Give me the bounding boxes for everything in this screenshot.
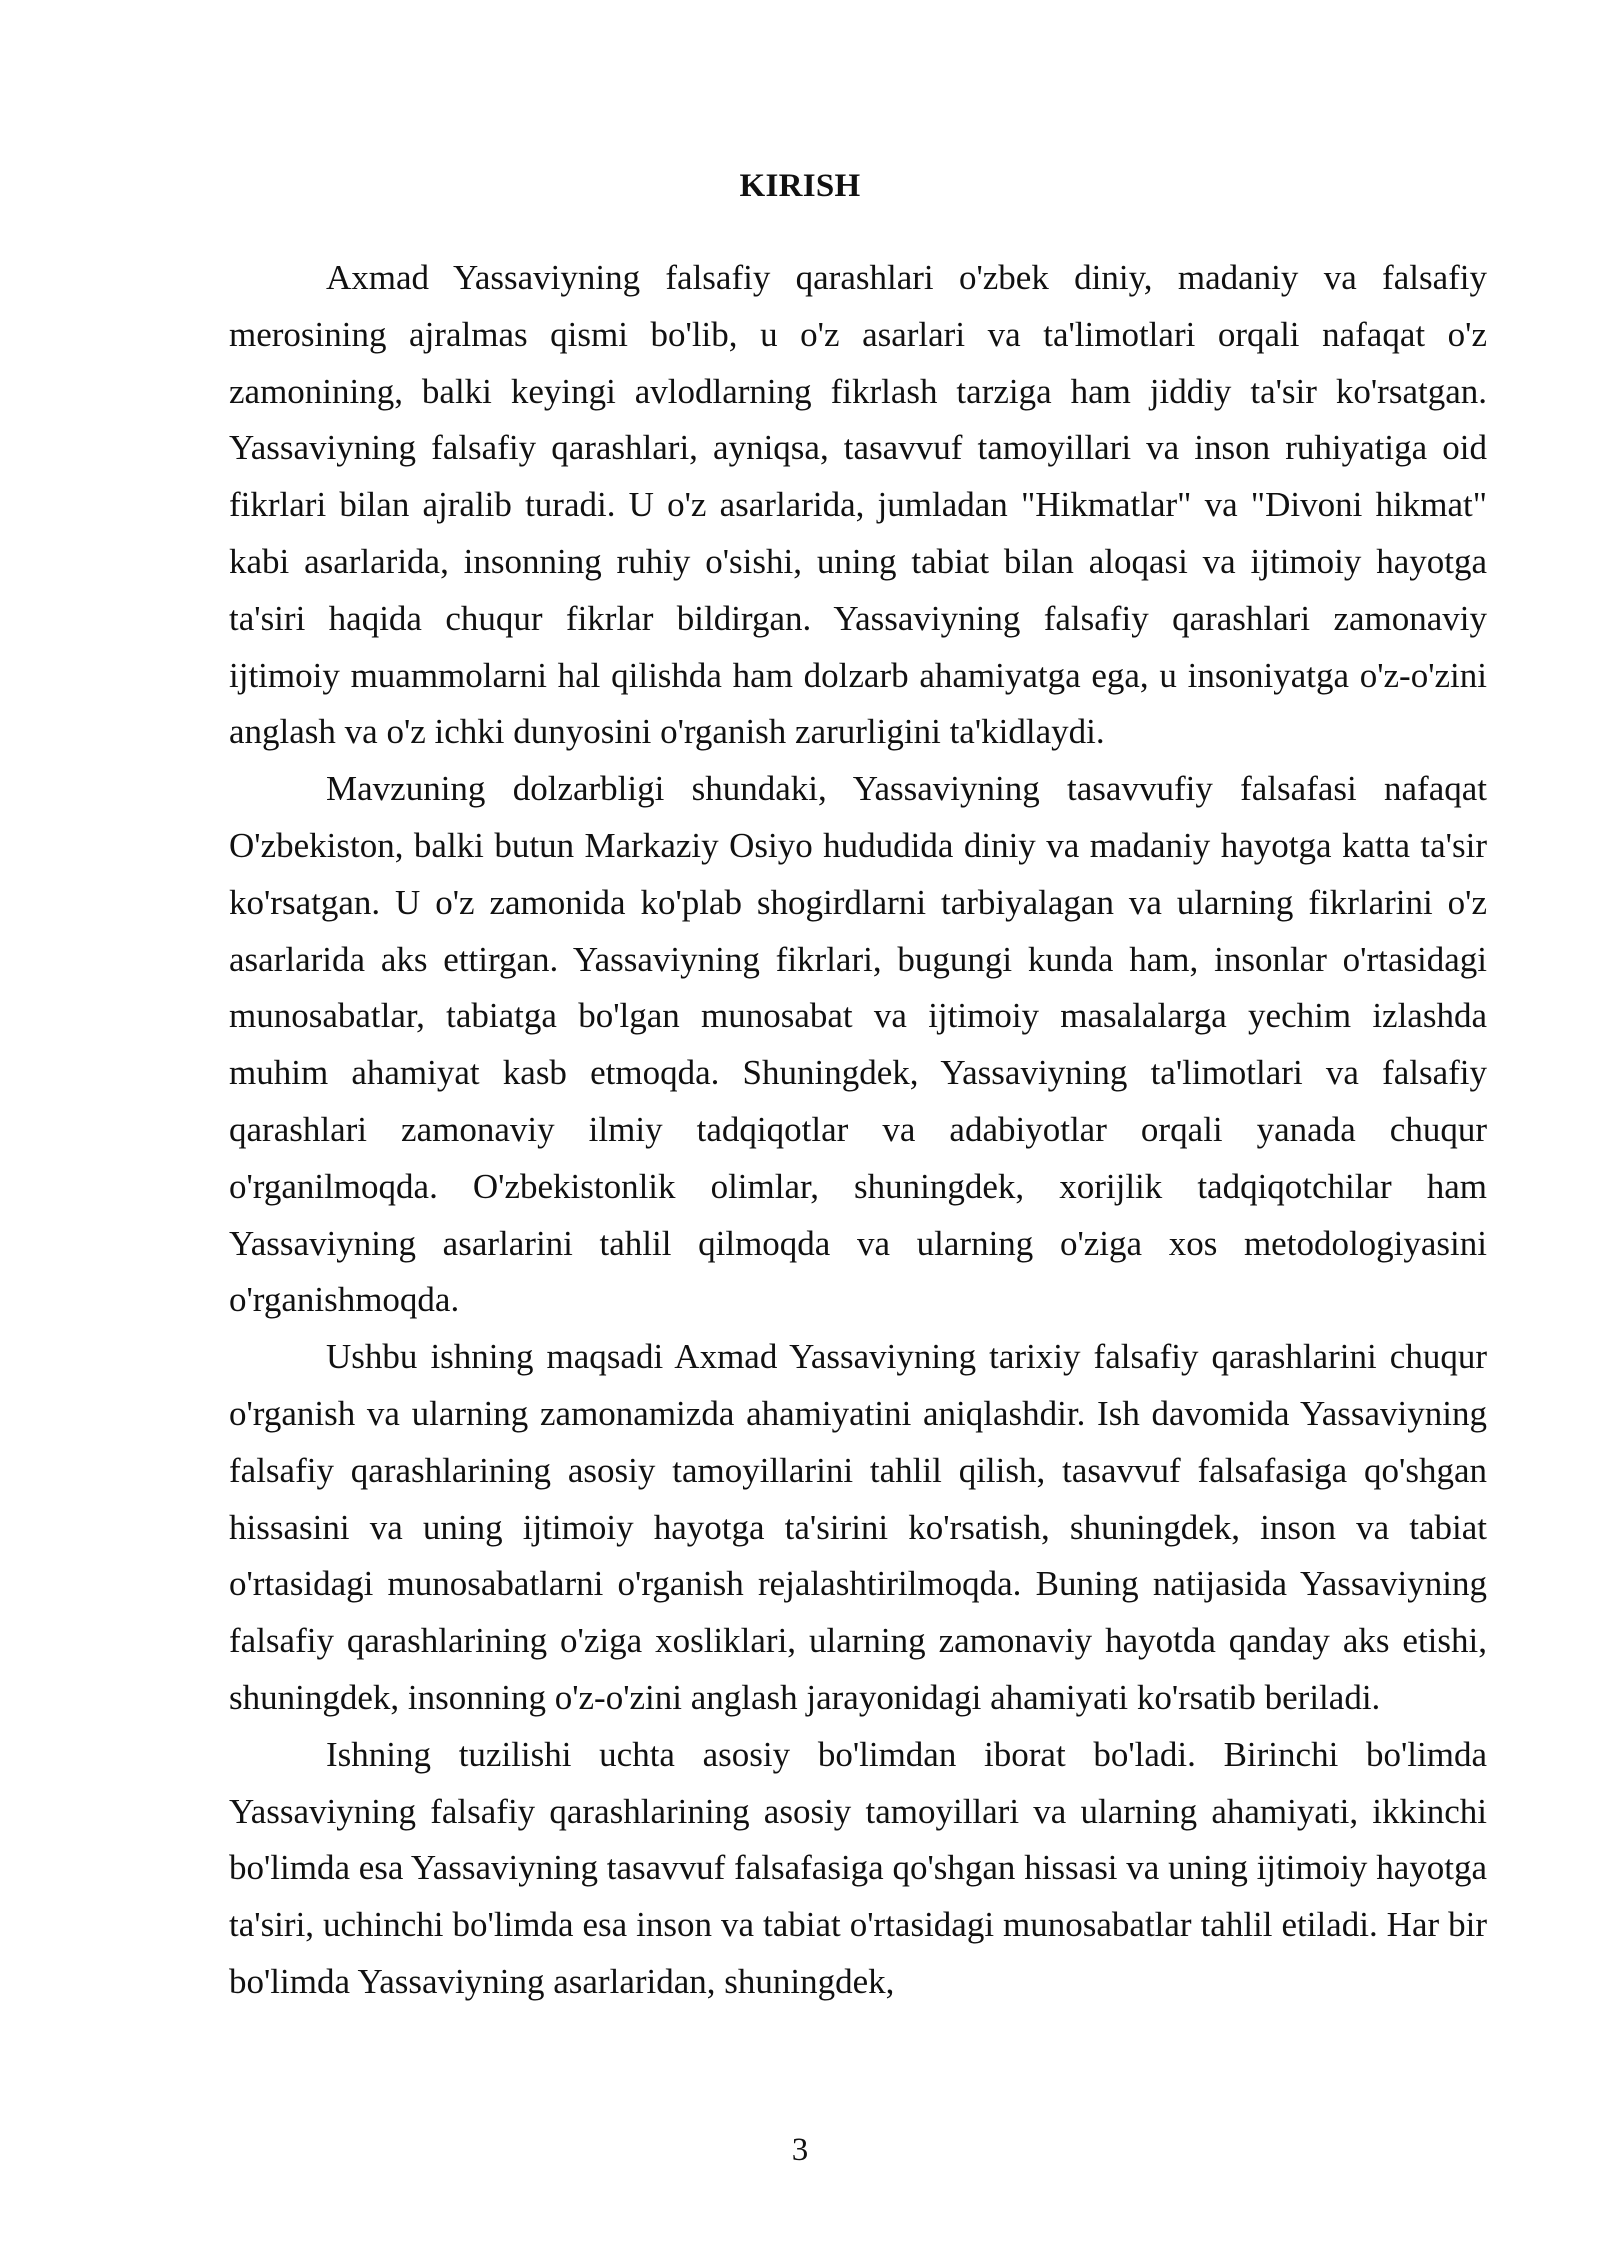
- paragraph-relevance: Mavzuning dolzarbligi shundaki, Yassaviyning tasavvufiy falsafasi nafaqat O'zbekiston, balki butun Markaziy Osiyo hududida diniy va madaniy hayotga katta ta'sir ko'rsatgan. U o'z zamonida ko'plab shogirdlarni tarbiyalagan va ularning fikrlarini o'z asarlarida aks ettirgan. Yassaviyning fikrlari, bugungi kunda ham, insonlar o'rtasidagi munosabatlar, tabiatga bo'lgan munosabat va ijtimoiy masalalarga yechim izlashda muhim ahamiyat kasb etmoqda. Shuningdek, Yassaviyning ta'limotlari va falsafiy qarashlari zamonaviy ilmiy tadqiqotlar va adabiyotlar orqali yanada chuqur o'rganilmoqda. O'zbekistonlik olimlar, shuningdek, xorijlik tadqiqotchilar ham Yassaviyning asarlarini tahlil qilmoqda va ularning o'ziga xos metodologiyasini o'rganishmoqda.: [229, 769, 1487, 1320]
- paragraph-goal: Ushbu ishning maqsadi Axmad Yassaviyning tarixiy falsafiy qarashlarini chuqur o'rganish va ularning zamonamizda ahamiyatini aniqlashdir. Ish davomida Yassaviyning falsafiy qarashlarining asosiy tamoyillarini tahlil qilish, tasavvuf falsafasiga qo'shgan hissasini va uning ijtimoiy hayotga ta'sirini ko'rsatish, shuningdek, inson va tabiat o'rtasidagi munosabatlarni o'rganish rejalashtirilmoqda. Buning natijasida Yassaviyning falsafiy qarashlarining o'ziga xosliklari, ularning zamonaviy hayotda qanday aks etishi, shuningdek, insonning o'z-o'zini anglash jarayonidagi ahamiyati ko'rsatib beriladi.: [229, 1337, 1487, 1717]
- paragraph-intro: Axmad Yassaviyning falsafiy qarashlari o'zbek diniy, madaniy va falsafiy merosining ajralmas qismi bo'lib, u o'z asarlari va ta'limotlari orqali nafaqat o'z zamonining, balki keyingi avlodlarning fikrlash tarziga ham jiddiy ta'sir ko'rsatgan. Yassaviyning falsafiy qarashlari, ayniqsa, tasavvuf tamoyillari va inson ruhiyatiga oid fikrlari bilan ajralib turadi. U o'z asarlarida, jumladan "Hikmatlar" va "Divoni hikmat" kabi asarlarida, insonning ruhiy o'sishi, uning tabiat bilan aloqasi va ijtimoiy hayotga ta'siri haqida chuqur fikrlar bildirgan. Yassaviyning falsafiy qarashlari zamonaviy ijtimoiy muammolarni hal qilishda ham dolzarb ahamiyatga ega, u insoniyatga o'z-o'zini anglash va o'z ichki dunyosini o'rganish zarurligini ta'kidlaydi.: [229, 258, 1487, 752]
- paragraph-structure: Ishning tuzilishi uchta asosiy bo'limdan iborat bo'ladi. Birinchi bo'limda Yassaviyning falsafiy qarashlarining asosiy tamoyillari va ularning ahamiyati, ikkinchi bo'limda esa Yassaviyning tasavvuf falsafasiga qo'shgan hissasi va uning ijtimoiy hayotga ta'siri, uchinchi bo'limda esa inson va tabiat o'rtasidagi munosabatlar tahlil etiladi. Har bir bo'limda Yassaviyning asarlaridan, shuningdek,: [229, 1734, 1487, 2001]
- section-title: KIRISH: [739, 168, 861, 204]
- page-number: 3: [791, 2132, 809, 2168]
- body-text: [229, 250, 1487, 2011]
